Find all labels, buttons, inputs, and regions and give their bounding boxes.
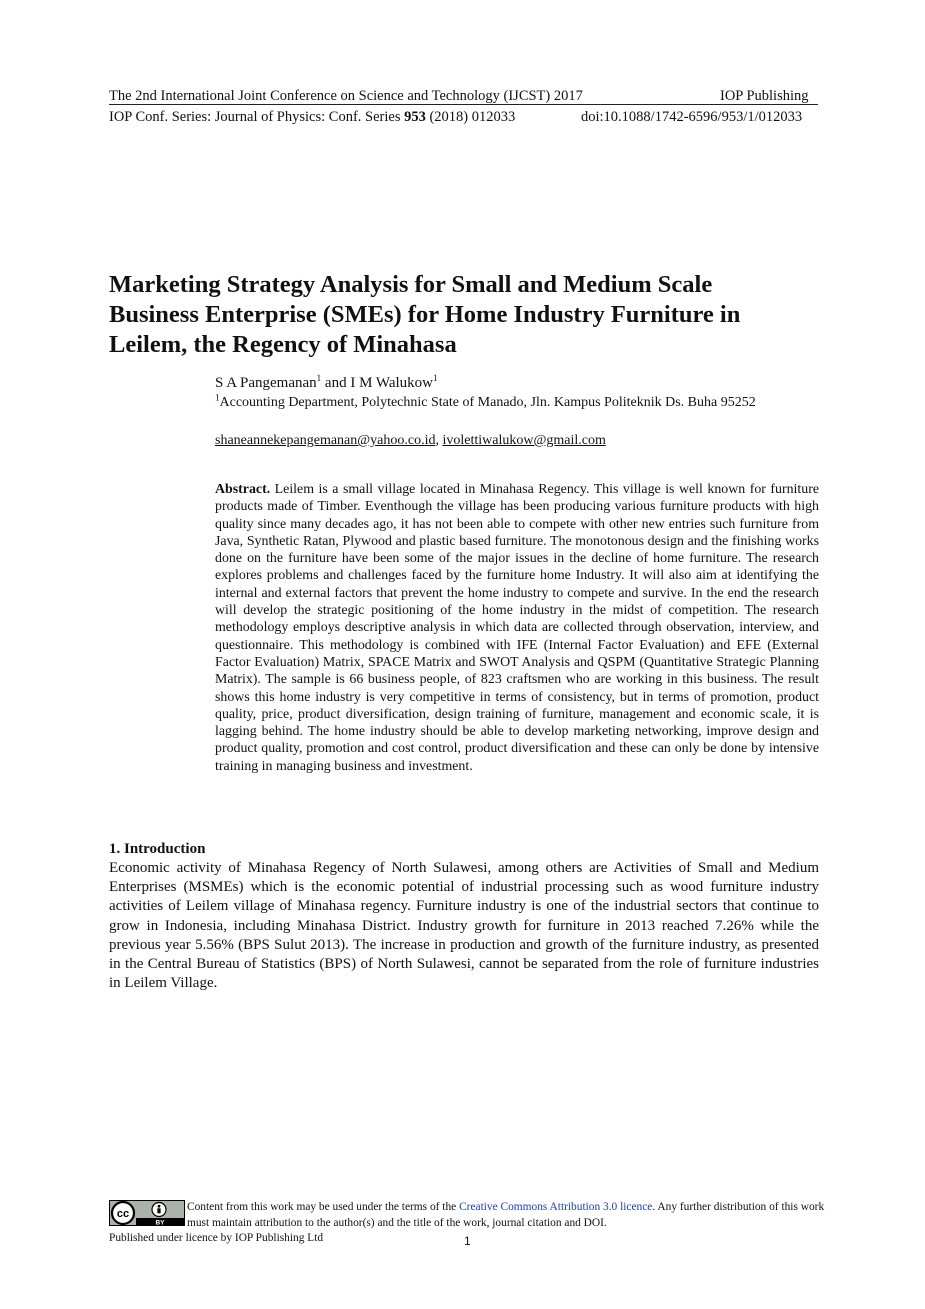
page-number: 1 bbox=[464, 1234, 471, 1248]
license-notice bbox=[187, 1199, 827, 1231]
series-suffix: (2018) 012033 bbox=[425, 109, 516, 125]
author-1-affil-mark: 1 bbox=[316, 373, 322, 383]
author-2-affil-mark: 1 bbox=[433, 373, 438, 383]
creative-commons-link[interactable]: Creative Commons Attribution 3.0 licence bbox=[459, 1201, 653, 1213]
affiliation-text: Accounting Department, Polytechnic State of Manado, Jln. Kampus Politeknik Ds. Buha 95252 bbox=[219, 395, 756, 410]
title-line-2: Business Enterprise (SMEs) for Home Industry Furniture in bbox=[109, 301, 741, 328]
cc-by-icon bbox=[109, 1200, 185, 1226]
author-conjunction: and bbox=[321, 375, 351, 391]
affiliation-mark: 1 bbox=[215, 392, 220, 403]
series-volume: 953 bbox=[404, 109, 426, 125]
license-text-pre: Content from this work may be used under the terms of the bbox=[187, 1201, 460, 1213]
email-link-1[interactable]: shaneannekepangemanan@yahoo.co.id bbox=[215, 433, 436, 448]
abstract-text: Leilem is a small village located in Minahasa Regency. This village is well known for furniture products made of Timber. Eventhough the village has been producing various furniture products with high quality since many decades ago, it has not been able to compete with other new entries such furniture from Java, Synthetic Ratan, Plywood and plastic based furniture. The monotonous design and the finishing works done on the furniture have been some of the major issues in the decline of home furniture. The research explores problems and challenges faced by the furniture home Industry. It will also aim at identifying the internal and external factors that prevent the home industry to compete and survive. In the end the research will develop the strategic positioning of the home industry in the midst of competition. The research methodology employs descriptive analysis in which data are collected through observation, interview, and questionnaire. This methodology is combined with IFE (Internal Factor Evaluation) and EFE (External Factor Evaluation) Matrix, SPACE Matrix and SWOT Analysis and QSPM (Quantitative Strategic Planning Matrix). The sample is 66 business people, of 823 craftsmen who are working in this business. The result shows this home industry is very competitive in terms of consistency, but in terms of promotion, product quality, price, product diversification, design training of furniture, management and economic scale, it is lagging behind. The home industry should be able to develop marketing networking, improve design and product quality, promotion and cost control, product diversification and these can only be done by intensive training in managing business and investment. bbox=[215, 482, 819, 774]
header-rule bbox=[109, 104, 818, 105]
email-separator: , bbox=[435, 433, 443, 448]
introduction-paragraph: Economic activity of Minahasa Regency of North Sulawesi, among others are Activities of Small and Medium Enterprises (MSMEs) which is the economic potential of industrial processing such as wood furniture industry activities of Leilem village of Minahasa regency. Furniture industry is one of the industrial sectors that continue to grow in Indonesia, including Minahasa District. Industry growth for furniture in 2013 reached 7.26% while the previous year 5.56% (BPS Sulut 2013). The increase in production and growth of the furniture industry, as presented in the Central Bureau of Statistics (BPS) of North Sulawesi, cannot be separated from the role of furniture industries in Leilem Village. bbox=[109, 860, 819, 992]
author-1: S A Pangemanan bbox=[215, 375, 317, 391]
author-list bbox=[215, 374, 438, 392]
running-header-conference: The 2nd International Joint Conference on Science and Technology (IJCST) 2017 bbox=[109, 88, 583, 104]
section-heading-introduction: 1. Introduction bbox=[109, 841, 206, 857]
paper-title bbox=[109, 270, 829, 360]
running-header-publisher: IOP Publishing bbox=[720, 88, 809, 104]
email-list bbox=[215, 432, 606, 449]
creative-commons-badge[interactable] bbox=[109, 1200, 185, 1226]
abstract bbox=[215, 481, 819, 775]
title-line-1: Marketing Strategy Analysis for Small and Medium Scale bbox=[109, 271, 713, 298]
cc-badge-right: BY bbox=[155, 1219, 165, 1226]
cc-badge-left: cc bbox=[116, 1208, 130, 1220]
abstract-label: Abstract. bbox=[215, 482, 271, 497]
running-header-doi: doi:10.1088/1742-6596/953/1/012033 bbox=[581, 109, 803, 125]
title-line-3: Leilem, the Regency of Minahasa bbox=[109, 331, 457, 358]
published-notice: Published under licence by IOP Publishing Ltd bbox=[109, 1232, 324, 1244]
running-header-series bbox=[109, 109, 515, 126]
license-text-post: . Any further distribution of this work must maintain attribution to the author(s) and the title of the work, journal citation and DOI. bbox=[187, 1201, 825, 1229]
author-2: I M Walukow bbox=[350, 375, 434, 391]
series-prefix: IOP Conf. Series: Journal of Physics: Conf. Series bbox=[109, 109, 405, 125]
email-link-2[interactable]: ivolettiwalukow@gmail.com bbox=[442, 433, 606, 448]
affiliation bbox=[215, 394, 756, 411]
